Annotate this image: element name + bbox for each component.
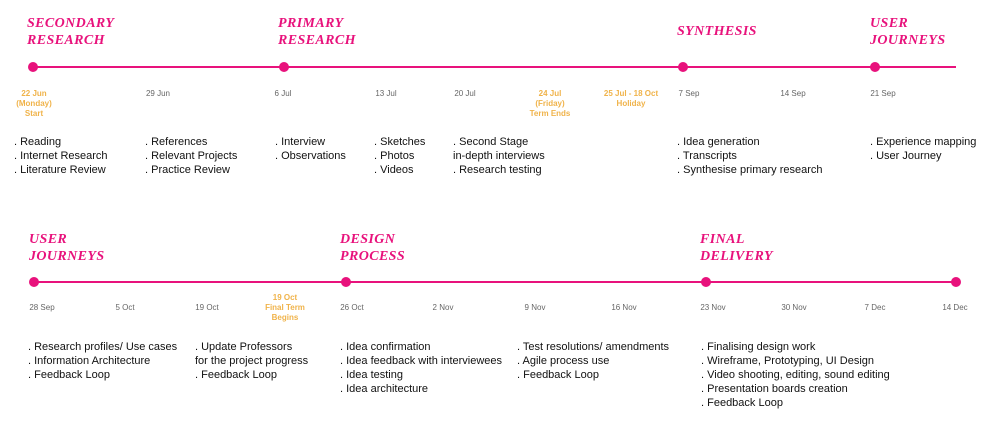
task-item: . Transcripts: [677, 150, 737, 162]
task-list: [14, 135, 108, 177]
task-item: . Second Stage in-depth interviews: [453, 136, 545, 162]
task-item: . Agile process use: [517, 355, 610, 367]
date-label: 7 Sep: [678, 89, 700, 98]
task-item: . Feedback Loop: [701, 397, 783, 409]
date-label: 29 Jun: [145, 89, 171, 98]
task-item: . Relevant Projects: [145, 150, 238, 162]
date-label: 6 Jul: [274, 89, 292, 98]
milestone-dot: [870, 62, 880, 72]
date-label: 14 Sep: [780, 89, 806, 98]
task-item: . Internet Research: [14, 150, 108, 162]
task-item: . Research profiles/ Use cases: [28, 341, 178, 353]
task-item: . Feedback Loop: [195, 369, 277, 381]
date-label: 21 Sep: [870, 89, 896, 98]
task-item: . Synthesise primary research: [677, 164, 823, 176]
milestone-dot: [341, 277, 351, 287]
task-item: . Idea confirmation: [340, 341, 431, 353]
task-item: . Sketches: [374, 136, 426, 148]
task-list: [195, 340, 308, 382]
phase-title-synthesis: SYNTHESIS: [677, 24, 757, 39]
phase-title-user-journeys: USER JOURNEYS: [870, 16, 946, 48]
phase-title-user-journeys: USER JOURNEYS: [29, 232, 105, 264]
task-item: . References: [145, 136, 208, 148]
date-label: 19 Oct Final Term Begins: [265, 293, 305, 322]
task-item: . Interview: [275, 136, 326, 148]
task-item: . Experience mapping: [870, 136, 977, 148]
task-item: . Wireframe, Prototyping, UI Design: [701, 355, 875, 367]
milestone-dot: [701, 277, 711, 287]
task-item: . Research testing: [453, 164, 542, 176]
task-list: [28, 340, 177, 382]
task-item: . Feedback Loop: [28, 369, 110, 381]
task-list: [870, 135, 976, 163]
task-item: . Idea architecture: [340, 383, 429, 395]
task-list: [374, 135, 425, 177]
task-item: . Practice Review: [145, 164, 230, 176]
milestone-dot: [29, 277, 39, 287]
task-item: . Finalising design work: [701, 341, 816, 353]
timeline-line: [34, 281, 956, 283]
task-item: . Literature Review: [14, 164, 106, 176]
task-list: [453, 135, 545, 177]
task-list: [677, 135, 823, 177]
task-item: . Reading: [14, 136, 62, 148]
task-item: . Idea testing: [340, 369, 403, 381]
phase-title-secondary-research: SECONDARY RESEARCH: [27, 16, 115, 48]
date-label: 22 Jun (Monday) Start: [16, 89, 52, 118]
milestone-dot: [951, 277, 961, 287]
task-item: . Presentation boards creation: [701, 383, 848, 395]
date-label: 26 Oct: [340, 303, 364, 312]
task-item: . Idea feedback with interviewees: [340, 355, 503, 367]
task-list: [145, 135, 237, 177]
task-item: . Test resolutions/ amendments: [517, 341, 670, 353]
date-label: 28 Sep: [29, 303, 55, 312]
date-label: 20 Jul: [454, 89, 476, 98]
date-label: 23 Nov: [700, 303, 726, 312]
timeline-line: [33, 66, 956, 68]
task-item: . Update Professors for the project progress: [195, 341, 309, 367]
task-list: [517, 340, 669, 382]
date-label: 19 Oct: [195, 303, 219, 312]
date-label: 7 Dec: [864, 303, 886, 312]
date-label: 5 Oct: [115, 303, 135, 312]
task-item: . Videos: [374, 164, 414, 176]
date-label: 30 Nov: [781, 303, 807, 312]
milestone-dot: [678, 62, 688, 72]
date-label: 2 Nov: [432, 303, 454, 312]
task-item: . Photos: [374, 150, 415, 162]
task-list: [340, 340, 502, 396]
date-label: 16 Nov: [611, 303, 637, 312]
task-item: . Feedback Loop: [517, 369, 599, 381]
date-label: 24 Jul (Friday) Term Ends: [529, 89, 571, 118]
date-label: 13 Jul: [375, 89, 397, 98]
task-item: . Idea generation: [677, 136, 760, 148]
milestone-dot: [279, 62, 289, 72]
phase-title-primary-research: PRIMARY RESEARCH: [278, 16, 356, 48]
phase-title-design-process: DESIGN PROCESS: [340, 232, 406, 264]
task-item: . Observations: [275, 150, 346, 162]
date-label: 14 Dec: [942, 303, 968, 312]
task-list: [701, 340, 890, 410]
task-list: [275, 135, 346, 163]
phase-title-final-delivery: FINAL DELIVERY: [700, 232, 773, 264]
milestone-dot: [28, 62, 38, 72]
date-label: 9 Nov: [524, 303, 546, 312]
task-item: . Video shooting, editing, sound editing: [701, 369, 890, 381]
task-item: . Information Architecture: [28, 355, 151, 367]
task-item: . User Journey: [870, 150, 942, 162]
date-label: 25 Jul - 18 Oct Holiday: [603, 89, 659, 108]
